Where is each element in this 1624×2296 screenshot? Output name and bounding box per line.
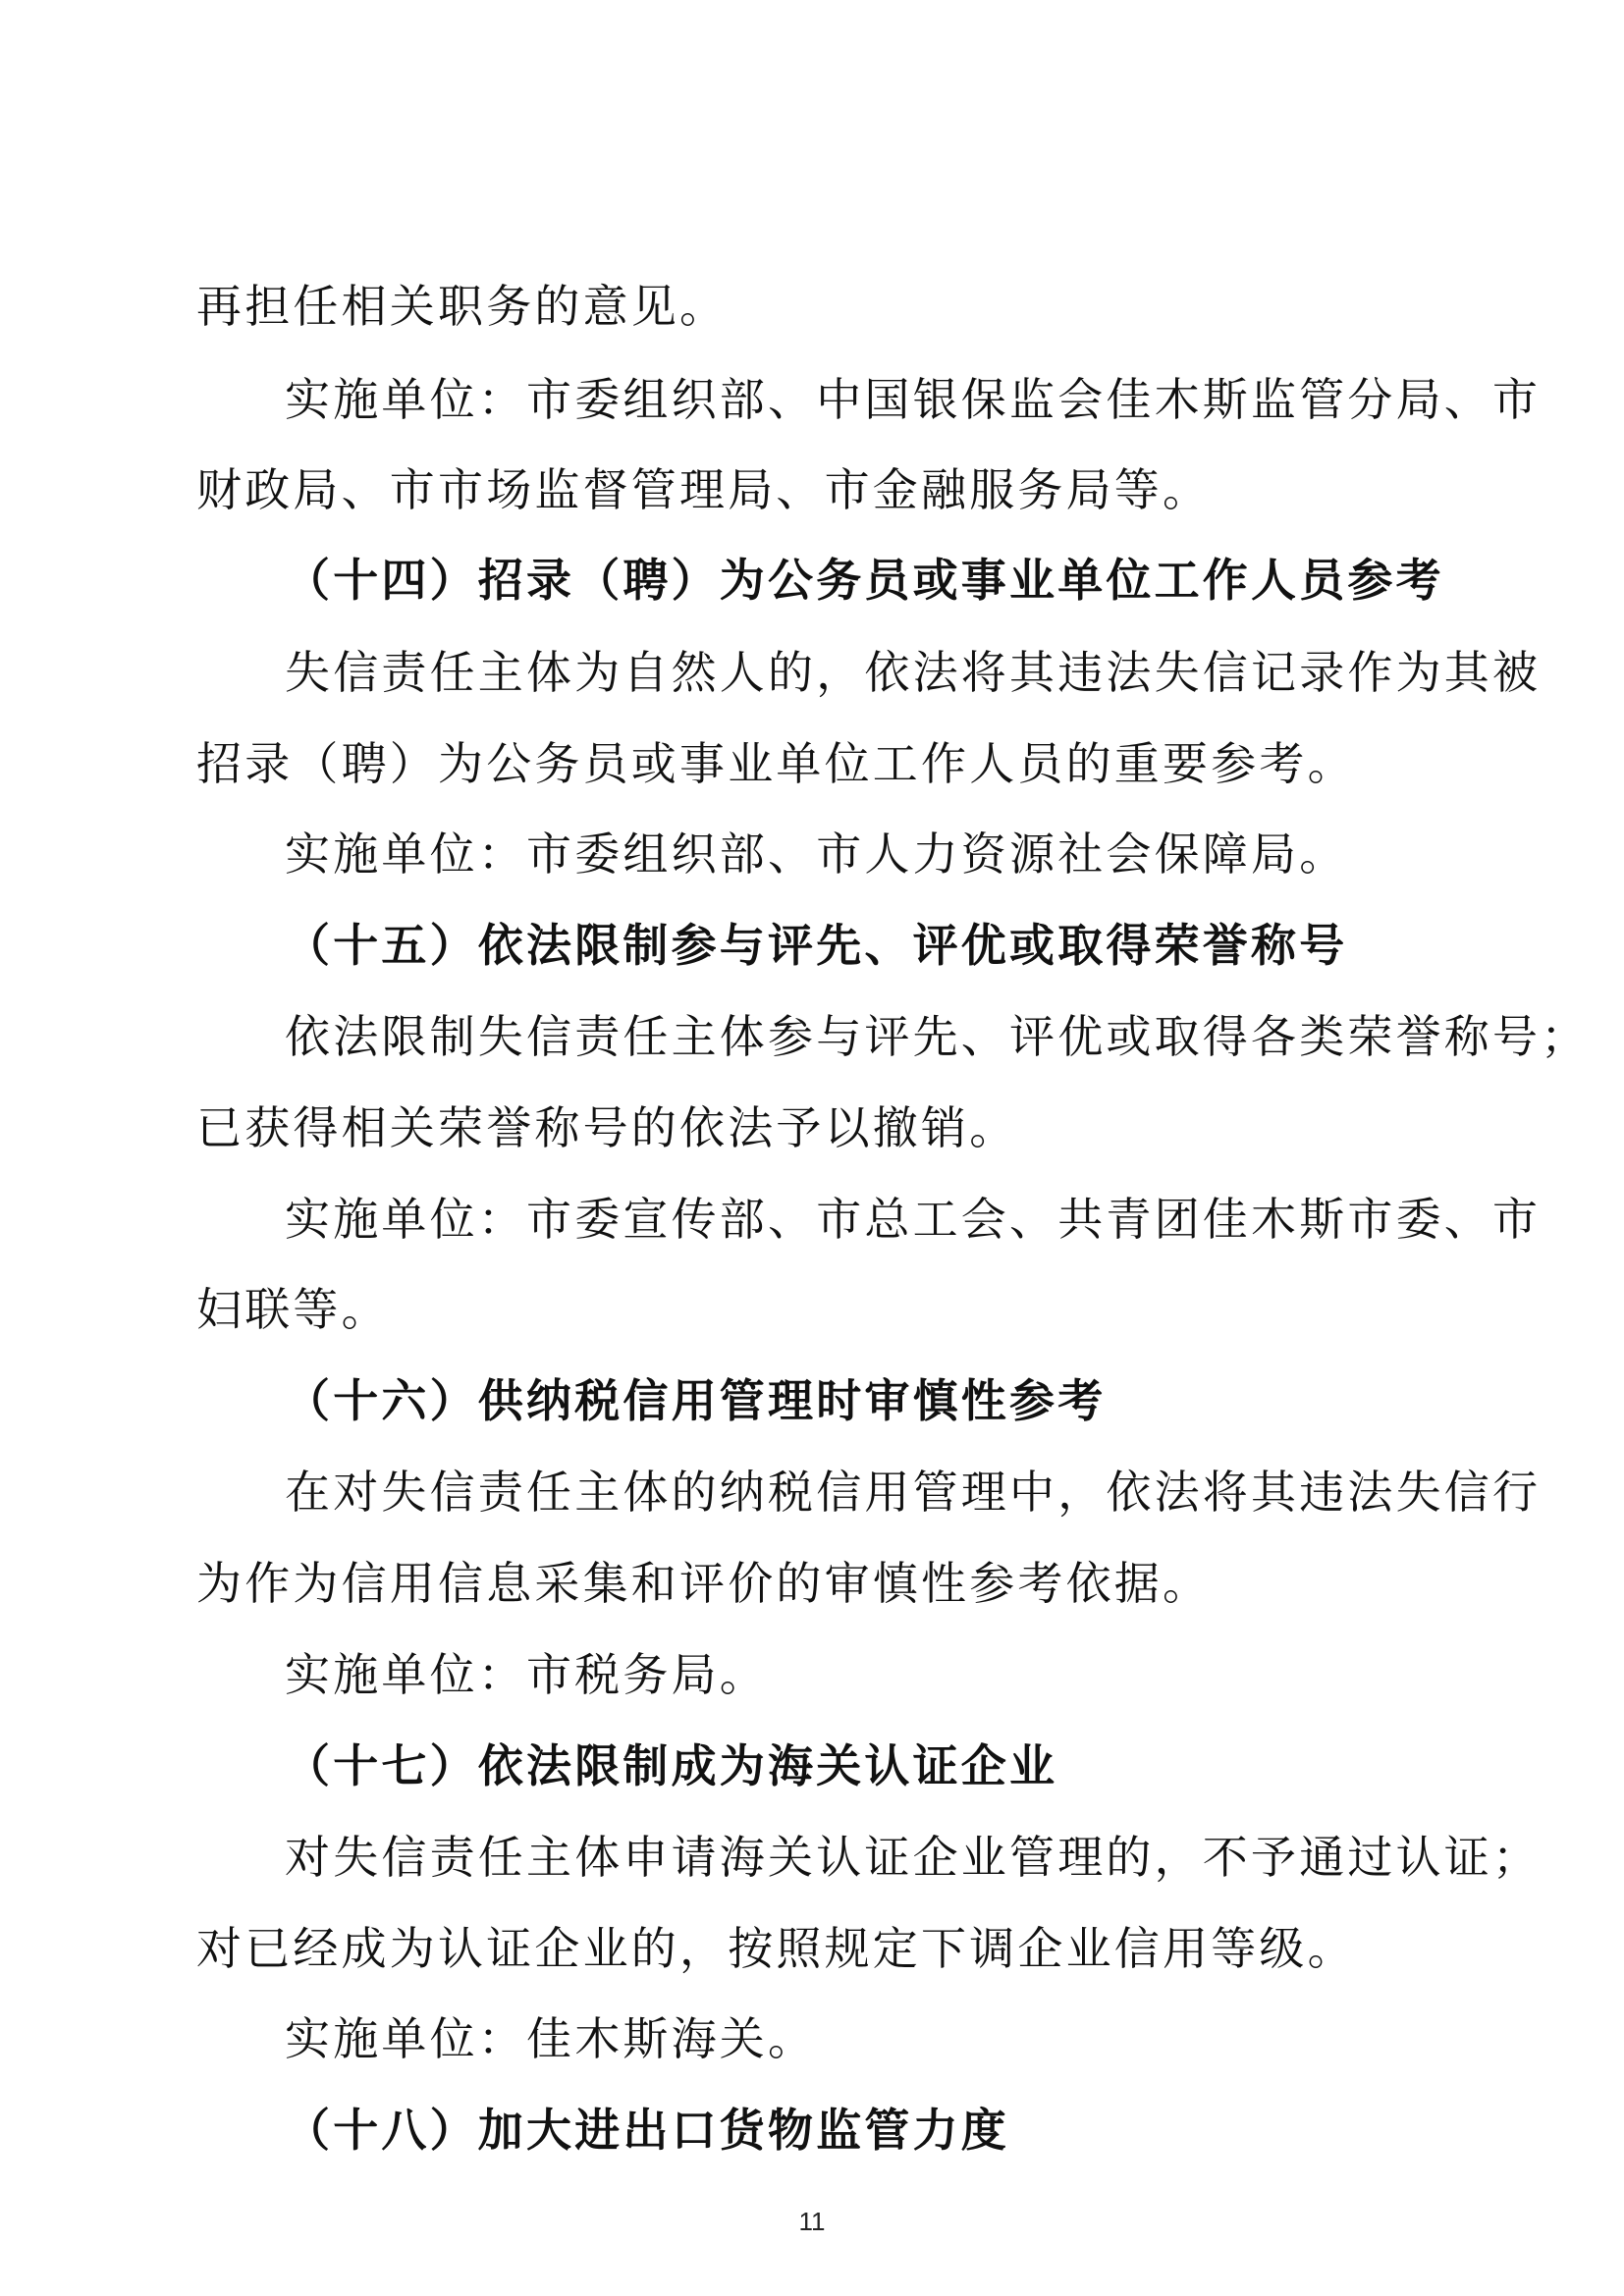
text-line: 财政局、市市场监督管理局、市金融服务局等。 bbox=[196, 463, 1212, 516]
text-line: 再担任相关职务的意见。 bbox=[196, 280, 729, 333]
section-heading: （十八）加大进出口货物监管力度 bbox=[285, 2104, 1009, 2157]
text-line: 实施单位：市委宣传部、市总工会、共青团佳木斯市委、市 bbox=[285, 1193, 1542, 1246]
text-line: 已获得相关荣誉称号的依法予以撤销。 bbox=[196, 1101, 1018, 1154]
text-line: 实施单位：市委组织部、中国银保监会佳木斯监管分局、市 bbox=[285, 373, 1542, 426]
text-line: 实施单位：市委组织部、市人力资源社会保障局。 bbox=[285, 828, 1348, 881]
text-line: 为作为信用信息采集和评价的审慎性参考依据。 bbox=[196, 1557, 1212, 1610]
section-heading: （十五）依法限制参与评先、评优或取得荣誉称号 bbox=[285, 919, 1348, 972]
section-heading: （十六）供纳税信用管理时审慎性参考 bbox=[285, 1374, 1107, 1427]
text-line: 在对失信责任主体的纳税信用管理中，依法将其违法失信行 bbox=[285, 1466, 1542, 1519]
text-line: 招录（聘）为公务员或事业单位工作人员的重要参考。 bbox=[196, 737, 1356, 790]
text-line: 对已经成为认证企业的，按照规定下调企业信用等级。 bbox=[196, 1922, 1356, 1975]
text-line: 失信责任主体为自然人的，依法将其违法失信记录作为其被 bbox=[285, 646, 1542, 699]
text-line: 对失信责任主体申请海关认证企业管理的，不予通过认证； bbox=[285, 1831, 1542, 1884]
text-line: 实施单位：市税务局。 bbox=[285, 1648, 768, 1701]
text-line: 实施单位：佳木斯海关。 bbox=[285, 2012, 817, 2065]
text-line: 妇联等。 bbox=[196, 1283, 390, 1336]
section-heading: （十四）招录（聘）为公务员或事业单位工作人员参考 bbox=[285, 554, 1444, 607]
section-heading: （十七）依法限制成为海关认证企业 bbox=[285, 1739, 1058, 1792]
page-number: 11 bbox=[798, 2207, 826, 2236]
text-line: 依法限制失信责任主体参与评先、评优或取得各类荣誉称号； bbox=[285, 1010, 1590, 1063]
